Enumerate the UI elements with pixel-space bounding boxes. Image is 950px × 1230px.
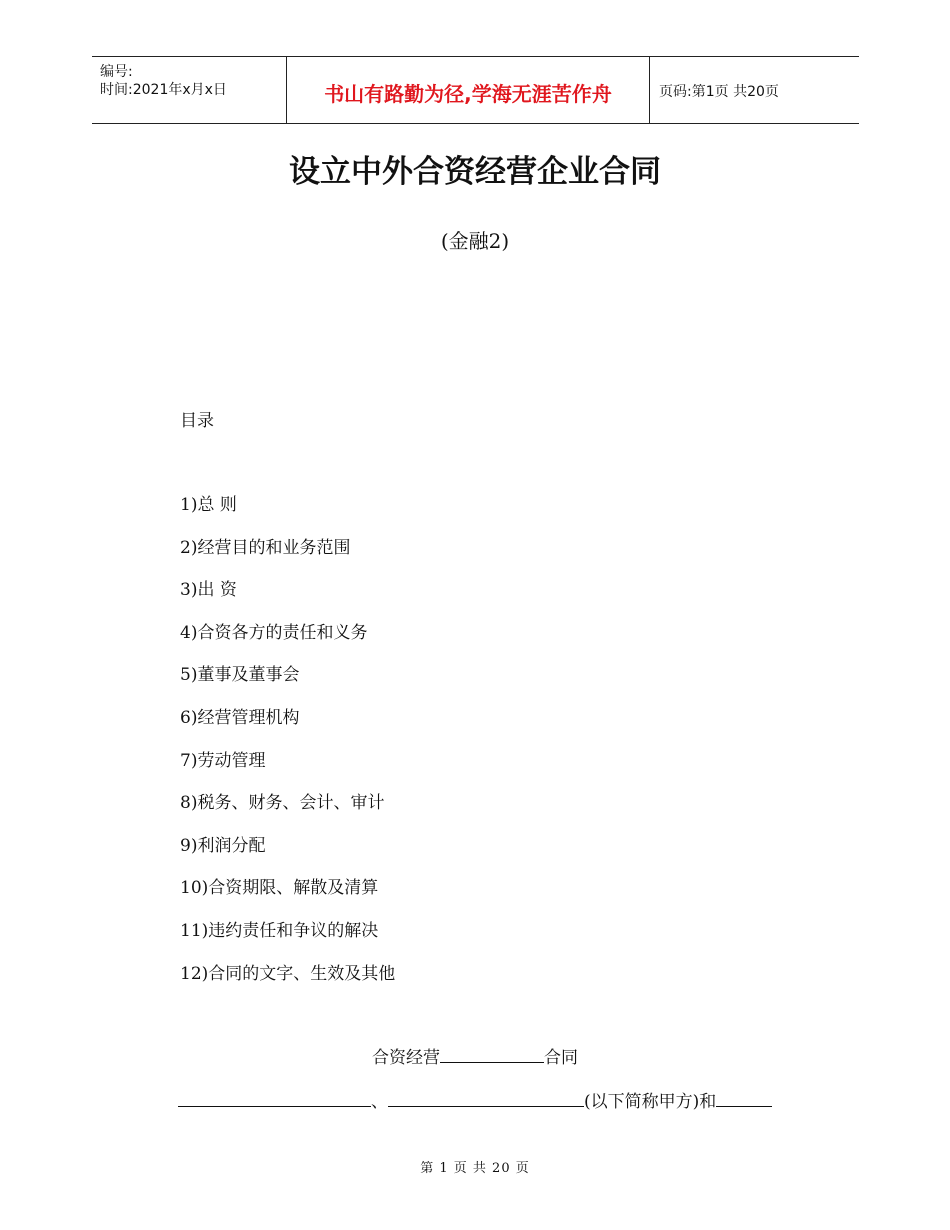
party-separator: 、 [371, 1092, 388, 1112]
contract-name-line [0, 1043, 950, 1068]
header-motto-cell [286, 57, 650, 123]
toc-item: 10)合资期限、解散及清算 [180, 878, 379, 899]
toc-item: 11)违约责任和争议的解决 [180, 920, 379, 941]
toc-item: 2)经营目的和业务范围 [180, 537, 351, 558]
contract-prefix: 合资经营 [372, 1048, 440, 1068]
toc-item: 3)出 资 [180, 580, 237, 601]
contract-suffix: 合同 [544, 1048, 578, 1068]
party-blank-1 [178, 1089, 371, 1107]
header-meta-cell [92, 57, 286, 123]
toc-item: 1)总 则 [180, 495, 237, 515]
document-subtitle: (金融2) [440, 229, 510, 253]
document-header [92, 56, 859, 124]
page-info: 页码:第1页 共20页 [659, 84, 779, 100]
toc-item: 4)合资各方的责任和义务 [180, 622, 368, 643]
toc-item: 9)利润分配 [180, 835, 266, 856]
party-note: (以下简称甲方)和 [584, 1092, 717, 1112]
toc-item: 12)合同的文字、生效及其他 [180, 963, 396, 984]
document-title: 设立中外合资经营企业合同 [289, 154, 661, 190]
motto-text: 书山有路勤为径,学海无涯苦作舟 [324, 82, 612, 106]
time-label: 时间:2021年x月x日 [100, 82, 227, 98]
party-blank-2 [388, 1089, 584, 1107]
code-label: 编号: [100, 64, 133, 80]
toc-item: 5)董事及董事会 [180, 665, 300, 686]
header-page-cell [649, 57, 859, 123]
party-line [178, 1087, 772, 1112]
toc-item: 6)经营管理机构 [180, 707, 300, 728]
party-blank-3 [716, 1089, 772, 1107]
toc-heading: 目录 [180, 411, 214, 431]
page-footer: 第 1 页 共 20 页 [420, 1161, 530, 1176]
toc-item: 8)税务、财务、会计、审计 [180, 793, 385, 814]
toc-item: 7)劳动管理 [180, 750, 266, 771]
table-of-contents [180, 490, 395, 1001]
contract-name-blank [440, 1045, 544, 1063]
